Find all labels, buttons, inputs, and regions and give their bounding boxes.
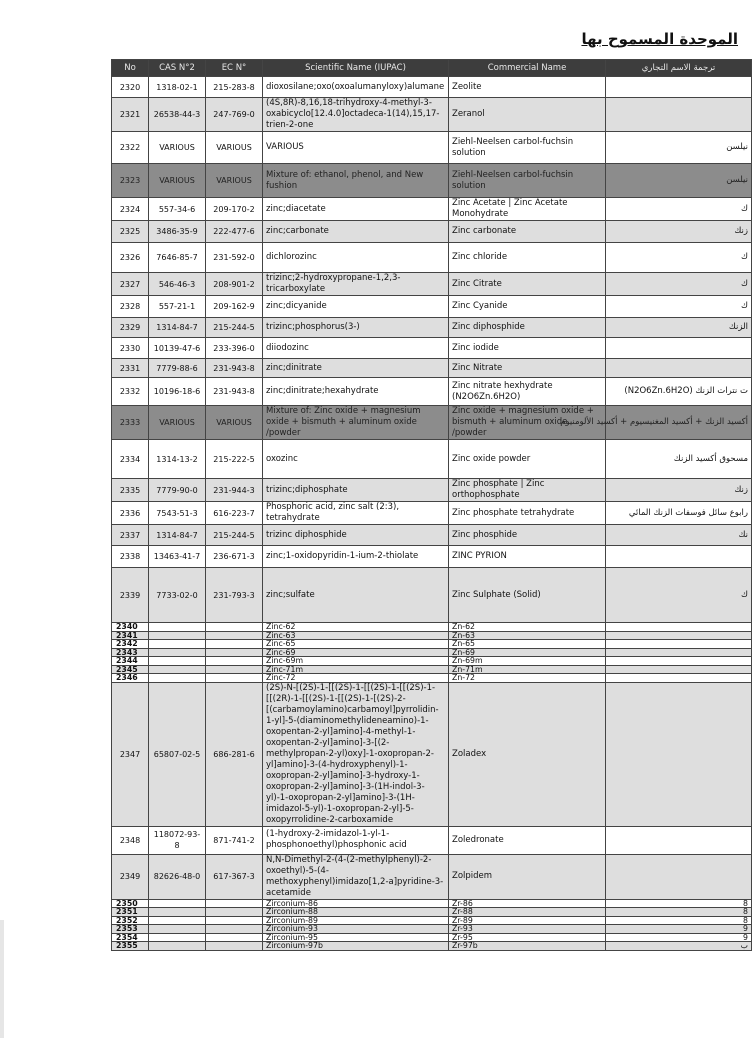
cell-cas: VARIOUS <box>149 164 206 198</box>
cell-iupac: Zinc-63 <box>263 631 449 640</box>
cell-ec: 231-944-3 <box>206 479 263 502</box>
cell-arabic: 9 <box>606 933 752 942</box>
cell-no: 2354 <box>112 933 149 942</box>
cell-cas: 1318-02-1 <box>149 77 206 98</box>
cell-no: 2324 <box>112 198 149 221</box>
cell-cas <box>149 908 206 917</box>
cell-arabic: 8 <box>606 899 752 908</box>
cell-ec <box>206 665 263 674</box>
cell-iupac: (4S,8R)-8,16,18-trihydroxy-4-methyl-3-oxabicyclo[12.4.0]octadeca-1(14),15,17-trien-2-one <box>263 98 449 132</box>
table-row <box>112 198 752 221</box>
cell-ec: 209-162-9 <box>206 296 263 318</box>
cell-arabic: نك <box>606 525 752 546</box>
cell-arabic <box>606 338 752 359</box>
cell-no: 2350 <box>112 899 149 908</box>
cell-iupac: N,N-Dimethyl-2-(4-(2-methylphenyl)-2-oxoethyl)-5-(4-methoxyphenyl)imidazo[1,2-a]pyridine-3-acetamide <box>263 854 449 899</box>
cell-arabic: 8 <box>606 916 752 925</box>
cell-arabic: ك <box>606 568 752 623</box>
cell-cas: 65807-02-5 <box>149 682 206 826</box>
cell-commercial: Zinc Citrate <box>449 273 606 296</box>
cell-commercial: Zr-88 <box>449 908 606 917</box>
cell-ec: VARIOUS <box>206 164 263 198</box>
cell-no: 2348 <box>112 826 149 854</box>
cell-ec: 617-367-3 <box>206 854 263 899</box>
cell-commercial: Zr-86 <box>449 899 606 908</box>
cell-iupac: (2S)-N-[(2S)-1-[[(2S)-1-[[(2S)-1-[[(2S)-1-[[(2R)-1-[[(2S)-1-[[(2S)-1-[(2S)-2-[(carbamoylamino)carbamoyl]pyrrolidin-1-yl]-5-(diaminomethylideneamino)-1-oxopentan-2-yl]amino]-4-methyl-1-oxopentan-2-yl]amino]-3-[(2-methylpropan-2-yl)oxy]-1-oxopropan-2-yl]amino]-3-(4-hydroxyphenyl)-1-oxopropan-2-yl]amino]-3-hydroxy-1-oxopropan-2-yl]amino]-3-(1H-indol-3-yl)-1-oxopropan-2-yl]amino]-3-(1H-imidazol-5-yl)-1-oxopropan-2-yl]-5-oxopyrrolidine-2-carboxamide <box>263 682 449 826</box>
cell-iupac: zinc;carbonate <box>263 221 449 243</box>
cell-arabic: 9 <box>606 925 752 934</box>
table-row <box>112 406 752 440</box>
cell-cas <box>149 623 206 632</box>
cell-iupac: Zinc-62 <box>263 623 449 632</box>
cell-no: 2320 <box>112 77 149 98</box>
cell-iupac: VARIOUS <box>263 132 449 164</box>
col-header-no: No <box>112 60 149 77</box>
cell-no: 2323 <box>112 164 149 198</box>
cell-ec: 231-793-3 <box>206 568 263 623</box>
table-row <box>112 296 752 318</box>
cell-ec: 236-671-3 <box>206 546 263 568</box>
table-row <box>112 502 752 525</box>
cell-iupac: zinc;1-oxidopyridin-1-ium-2-thiolate <box>263 546 449 568</box>
cell-commercial: Zeranol <box>449 98 606 132</box>
cell-cas: 546-46-3 <box>149 273 206 296</box>
table-row <box>112 479 752 502</box>
cell-commercial: Zinc Sulphate (Solid) <box>449 568 606 623</box>
cell-iupac: Zinc-65 <box>263 640 449 649</box>
table-row <box>112 132 752 164</box>
table-row <box>112 908 752 917</box>
table-row <box>112 899 752 908</box>
cell-no: 2355 <box>112 942 149 951</box>
cell-cas: VARIOUS <box>149 406 206 440</box>
cell-iupac: zinc;dinitrate;hexahydrate <box>263 378 449 406</box>
table-row <box>112 682 752 826</box>
cell-commercial: Zn-65 <box>449 640 606 649</box>
cell-ec <box>206 942 263 951</box>
cell-arabic <box>606 546 752 568</box>
cell-iupac: trizinc diphosphide <box>263 525 449 546</box>
cell-ec: 686-281-6 <box>206 682 263 826</box>
cell-cas <box>149 916 206 925</box>
table-row <box>112 378 752 406</box>
cell-no: 2322 <box>112 132 149 164</box>
cell-no: 2337 <box>112 525 149 546</box>
cell-commercial: Zoladex <box>449 682 606 826</box>
cell-commercial: Zinc Cyanide <box>449 296 606 318</box>
cell-arabic: ك <box>606 198 752 221</box>
cell-cas <box>149 631 206 640</box>
table-row <box>112 568 752 623</box>
table-row <box>112 648 752 657</box>
table-row <box>112 273 752 296</box>
table-row <box>112 854 752 899</box>
cell-iupac: trizinc;diphosphate <box>263 479 449 502</box>
cell-ec: 231-943-8 <box>206 359 263 378</box>
table-row <box>112 546 752 568</box>
cell-no: 2335 <box>112 479 149 502</box>
table-row <box>112 221 752 243</box>
cell-iupac: Zinc-71m <box>263 665 449 674</box>
cell-arabic <box>606 648 752 657</box>
cell-ec <box>206 916 263 925</box>
cell-iupac: trizinc;2-hydroxypropane-1,2,3-tricarboxylate <box>263 273 449 296</box>
cell-cas: 118072-93-8 <box>149 826 206 854</box>
cell-ec: 215-244-5 <box>206 525 263 546</box>
cell-commercial: Zinc oxide powder <box>449 440 606 479</box>
cell-no: 2351 <box>112 908 149 917</box>
cell-no: 2342 <box>112 640 149 649</box>
cell-ec <box>206 933 263 942</box>
cell-commercial: Zn-72 <box>449 674 606 683</box>
cell-no: 2329 <box>112 318 149 338</box>
cell-no: 2328 <box>112 296 149 318</box>
cell-no: 2339 <box>112 568 149 623</box>
cell-cas <box>149 899 206 908</box>
cell-iupac: Zirconium-97b <box>263 942 449 951</box>
cell-iupac: Mixture of: ethanol, phenol, and New fushion <box>263 164 449 198</box>
page-edge-mark <box>0 920 4 1038</box>
table-row <box>112 942 752 951</box>
cell-ec: 247-769-0 <box>206 98 263 132</box>
col-header-commercial: Commercial Name <box>449 60 606 77</box>
table-row <box>112 318 752 338</box>
cell-arabic: نيلسن <box>606 132 752 164</box>
cell-iupac: dioxosilane;oxo(oxoalumanyloxy)alumane <box>263 77 449 98</box>
cell-iupac: zinc;diacetate <box>263 198 449 221</box>
table-row <box>112 164 752 198</box>
cell-arabic <box>606 657 752 666</box>
cell-cas <box>149 665 206 674</box>
cell-commercial: Zr-93 <box>449 925 606 934</box>
cell-no: 2343 <box>112 648 149 657</box>
cell-arabic <box>606 77 752 98</box>
table-row <box>112 359 752 378</box>
cell-arabic: ب <box>606 942 752 951</box>
cell-arabic <box>606 826 752 854</box>
cell-no: 2338 <box>112 546 149 568</box>
cell-cas: 1314-84-7 <box>149 318 206 338</box>
table-row <box>112 657 752 666</box>
cell-no: 2331 <box>112 359 149 378</box>
cell-no: 2332 <box>112 378 149 406</box>
cell-no: 2341 <box>112 631 149 640</box>
cell-no: 2336 <box>112 502 149 525</box>
cell-iupac: (1-hydroxy-2-imidazol-1-yl-1-phosphonoethyl)phosphonic acid <box>263 826 449 854</box>
cell-no: 2327 <box>112 273 149 296</box>
cell-ec <box>206 640 263 649</box>
cell-arabic: زنك <box>606 479 752 502</box>
cell-cas: 7543-51-3 <box>149 502 206 525</box>
cell-ec: 222-477-6 <box>206 221 263 243</box>
cell-ec <box>206 925 263 934</box>
cell-commercial: Zr-89 <box>449 916 606 925</box>
page-heading: الموحدة المسموح بها <box>581 30 738 48</box>
cell-cas <box>149 648 206 657</box>
cell-ec: 215-222-5 <box>206 440 263 479</box>
cell-arabic <box>606 623 752 632</box>
table-row <box>112 440 752 479</box>
cell-iupac: Zinc-69m <box>263 657 449 666</box>
cell-arabic <box>606 631 752 640</box>
cell-commercial: Ziehl-Neelsen carbol-fuchsin solution <box>449 164 606 198</box>
cell-ec: VARIOUS <box>206 132 263 164</box>
cell-cas <box>149 657 206 666</box>
cell-arabic: مسحوق أكسيد الزنك <box>606 440 752 479</box>
cell-no: 2325 <box>112 221 149 243</box>
col-header-iupac: Scientific Name (IUPAC) <box>263 60 449 77</box>
substance-table <box>111 59 752 951</box>
cell-ec: 616-223-7 <box>206 502 263 525</box>
cell-cas <box>149 674 206 683</box>
cell-ec: 871-741-2 <box>206 826 263 854</box>
cell-no: 2349 <box>112 854 149 899</box>
cell-no: 2340 <box>112 623 149 632</box>
cell-cas: 3486-35-9 <box>149 221 206 243</box>
cell-arabic: ك <box>606 296 752 318</box>
cell-commercial: Zinc Nitrate <box>449 359 606 378</box>
cell-iupac: Zinc-69 <box>263 648 449 657</box>
cell-iupac: dichlorozinc <box>263 243 449 273</box>
cell-cas: 1314-13-2 <box>149 440 206 479</box>
cell-ec: 233-396-0 <box>206 338 263 359</box>
cell-no: 2333 <box>112 406 149 440</box>
table-row <box>112 338 752 359</box>
cell-commercial: Zn-62 <box>449 623 606 632</box>
cell-no: 2330 <box>112 338 149 359</box>
cell-commercial: Zeolite <box>449 77 606 98</box>
cell-commercial: Zinc nitrate hexhydrate (N2O6Zn.6H2O) <box>449 378 606 406</box>
cell-ec <box>206 674 263 683</box>
cell-commercial: Zinc phosphide <box>449 525 606 546</box>
cell-iupac: Zirconium-89 <box>263 916 449 925</box>
cell-ec <box>206 908 263 917</box>
cell-iupac: Zirconium-86 <box>263 899 449 908</box>
cell-iupac: Phosphoric acid, zinc salt (2:3), tetrahydrate <box>263 502 449 525</box>
cell-arabic <box>606 665 752 674</box>
cell-iupac: zinc;dinitrate <box>263 359 449 378</box>
cell-arabic: ك <box>606 243 752 273</box>
cell-commercial: Zinc phosphate tetrahydrate <box>449 502 606 525</box>
cell-no: 2326 <box>112 243 149 273</box>
cell-iupac: oxozinc <box>263 440 449 479</box>
cell-commercial: Zinc iodide <box>449 338 606 359</box>
cell-arabic: نيلسن <box>606 164 752 198</box>
table-row <box>112 674 752 683</box>
cell-arabic <box>606 674 752 683</box>
cell-no: 2344 <box>112 657 149 666</box>
cell-cas <box>149 933 206 942</box>
cell-cas: 13463-41-7 <box>149 546 206 568</box>
cell-commercial: Zinc diphosphide <box>449 318 606 338</box>
table-row <box>112 665 752 674</box>
cell-cas: 10139-47-6 <box>149 338 206 359</box>
cell-no: 2345 <box>112 665 149 674</box>
cell-arabic: 8 <box>606 908 752 917</box>
cell-no: 2353 <box>112 925 149 934</box>
cell-cas <box>149 942 206 951</box>
table-row <box>112 933 752 942</box>
cell-ec: 209-170-2 <box>206 198 263 221</box>
cell-ec: 231-592-0 <box>206 243 263 273</box>
cell-commercial: Zn-63 <box>449 631 606 640</box>
cell-arabic <box>606 640 752 649</box>
cell-iupac: zinc;sulfate <box>263 568 449 623</box>
cell-ec: 208-901-2 <box>206 273 263 296</box>
cell-commercial: Zn-69 <box>449 648 606 657</box>
cell-cas <box>149 925 206 934</box>
cell-ec: VARIOUS <box>206 406 263 440</box>
cell-commercial: Zinc oxide + magnesium oxide + bismuth + aluminum oxide /powder <box>449 406 606 440</box>
cell-commercial: Ziehl-Neelsen carbol-fuchsin solution <box>449 132 606 164</box>
table-row <box>112 826 752 854</box>
cell-ec <box>206 648 263 657</box>
cell-iupac: Mixture of: Zinc oxide + magnesium oxide + bismuth + aluminum oxide /powder <box>263 406 449 440</box>
cell-cas: 10196-18-6 <box>149 378 206 406</box>
cell-ec: 231-943-8 <box>206 378 263 406</box>
cell-commercial: Zolpidem <box>449 854 606 899</box>
cell-arabic <box>606 98 752 132</box>
table-row <box>112 925 752 934</box>
cell-iupac: Zirconium-93 <box>263 925 449 934</box>
cell-no: 2334 <box>112 440 149 479</box>
cell-cas <box>149 640 206 649</box>
cell-commercial: ZINC PYRION <box>449 546 606 568</box>
col-header-cas: CAS N°2 <box>149 60 206 77</box>
table-row <box>112 916 752 925</box>
cell-cas: 7646-85-7 <box>149 243 206 273</box>
cell-commercial: Zn-69m <box>449 657 606 666</box>
cell-commercial: Zinc chloride <box>449 243 606 273</box>
table-row <box>112 98 752 132</box>
cell-iupac: Zirconium-88 <box>263 908 449 917</box>
table-row <box>112 640 752 649</box>
cell-iupac: trizinc;phosphorus(3-) <box>263 318 449 338</box>
cell-no: 2321 <box>112 98 149 132</box>
cell-ec <box>206 623 263 632</box>
table-row <box>112 243 752 273</box>
cell-commercial: Zoledronate <box>449 826 606 854</box>
cell-cas: 26538-44-3 <box>149 98 206 132</box>
cell-cas: 7779-90-0 <box>149 479 206 502</box>
col-header-arabic: ترجمة الاسم التجاري <box>606 60 752 77</box>
cell-no: 2352 <box>112 916 149 925</box>
cell-cas: 7779-88-6 <box>149 359 206 378</box>
cell-arabic <box>606 359 752 378</box>
cell-cas: 557-34-6 <box>149 198 206 221</box>
cell-cas: 557-21-1 <box>149 296 206 318</box>
table-row <box>112 623 752 632</box>
cell-commercial: Zinc phosphate | Zinc orthophosphate <box>449 479 606 502</box>
cell-ec <box>206 899 263 908</box>
table-row <box>112 525 752 546</box>
cell-arabic: ك <box>606 273 752 296</box>
cell-ec <box>206 657 263 666</box>
table-row <box>112 631 752 640</box>
cell-no: 2347 <box>112 682 149 826</box>
cell-commercial: Zn-71m <box>449 665 606 674</box>
cell-arabic <box>606 682 752 826</box>
cell-iupac: diiodozinc <box>263 338 449 359</box>
cell-arabic: زنك <box>606 221 752 243</box>
cell-commercial: Zinc Acetate | Zinc Acetate Monohydrate <box>449 198 606 221</box>
cell-commercial: Zinc carbonate <box>449 221 606 243</box>
cell-ec: 215-283-8 <box>206 77 263 98</box>
cell-iupac: zinc;dicyanide <box>263 296 449 318</box>
cell-ec <box>206 631 263 640</box>
col-header-ec: EC N° <box>206 60 263 77</box>
cell-cas: 82626-48-0 <box>149 854 206 899</box>
cell-commercial: Zr-97b <box>449 942 606 951</box>
table-header-row <box>112 60 752 77</box>
cell-iupac: Zirconium-95 <box>263 933 449 942</box>
cell-no: 2346 <box>112 674 149 683</box>
cell-cas: VARIOUS <box>149 132 206 164</box>
cell-iupac: Zinc-72 <box>263 674 449 683</box>
cell-ec: 215-244-5 <box>206 318 263 338</box>
cell-arabic <box>606 854 752 899</box>
cell-arabic: أكسيد الزنك + أكسيد المغنيسيوم + أكسيد الألومنيوم <box>606 406 752 440</box>
table-row <box>112 77 752 98</box>
cell-arabic: رابوع سائل فوسفات الزنك المائي <box>606 502 752 525</box>
cell-arabic: ت نترات الزنك (N2O6Zn.6H2O) <box>606 378 752 406</box>
cell-cas: 7733-02-0 <box>149 568 206 623</box>
cell-arabic: الزنك <box>606 318 752 338</box>
cell-cas: 1314-84-7 <box>149 525 206 546</box>
cell-commercial: Zr-95 <box>449 933 606 942</box>
